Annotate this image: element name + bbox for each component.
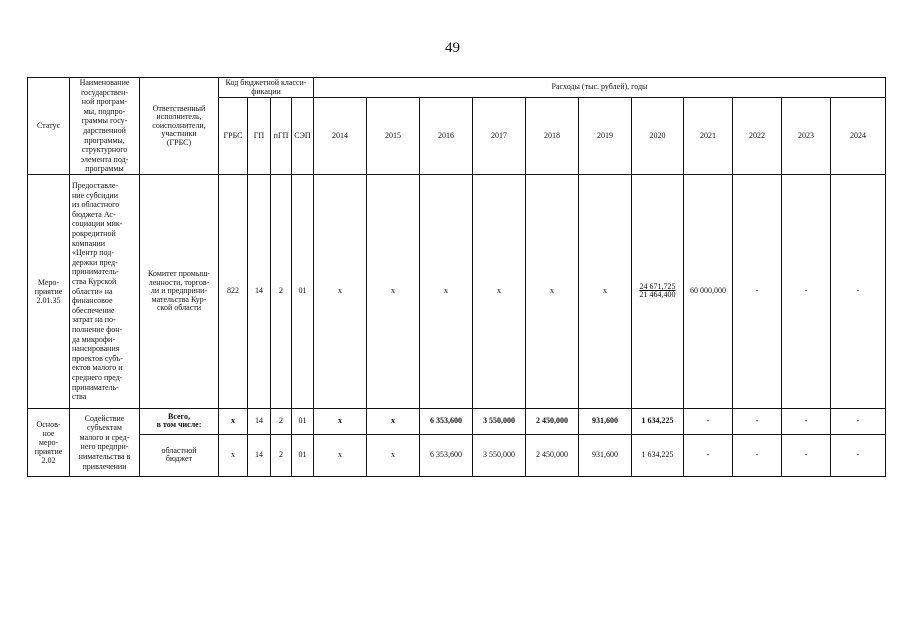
value-2021: -: [684, 434, 733, 476]
value-2020-new: 21 464,400: [639, 290, 676, 300]
header-expenses: Расходы (тыс. рублей), годы: [314, 78, 886, 98]
code-pgp: 2: [271, 434, 292, 476]
value-2015: x: [367, 434, 420, 476]
code-sep: 01: [292, 408, 314, 434]
header-year-2024: 2024: [831, 98, 886, 175]
row-responsible: Всего, в том числе:: [140, 408, 219, 434]
value-2024: -: [831, 174, 886, 408]
header-year-2020: 2020: [632, 98, 684, 175]
header-status: Статус: [28, 78, 70, 175]
header-year-2019: 2019: [579, 98, 632, 175]
value-2021: -: [684, 408, 733, 434]
header-year-2015: 2015: [367, 98, 420, 175]
table-row: [28, 434, 886, 476]
header-grbs: ГРБС: [219, 98, 248, 175]
value-2018: 2 450,000: [526, 434, 579, 476]
code-grbs: 822: [219, 174, 248, 408]
value-2024: -: [831, 434, 886, 476]
header-year-2014: 2014: [314, 98, 367, 175]
row-status: Меро- приятие 2.01.35: [28, 174, 70, 408]
budget-table: [27, 77, 886, 477]
value-2020: 1 634,225: [632, 408, 684, 434]
value-2017: 3 550,000: [473, 408, 526, 434]
value-2022: -: [733, 174, 782, 408]
header-year-2021: 2021: [684, 98, 733, 175]
code-pgp: 2: [271, 174, 292, 408]
value-2024: -: [831, 408, 886, 434]
value-2014: x: [314, 408, 367, 434]
value-2020: [632, 174, 684, 408]
header-year-2018: 2018: [526, 98, 579, 175]
header-responsible: Ответственный исполнитель, соисполнители, участники (ГРБС): [140, 78, 219, 175]
header-year-2017: 2017: [473, 98, 526, 175]
header-pgp: пГП: [271, 98, 292, 175]
value-2021: 60 000,000: [684, 174, 733, 408]
code-grbs: x: [219, 408, 248, 434]
header-year-2022: 2022: [733, 98, 782, 175]
row-responsible: областной бюджет: [140, 434, 219, 476]
value-2023: -: [782, 408, 831, 434]
header-year-2023: 2023: [782, 98, 831, 175]
row-status: Основ- ное меро- приятие 2.02: [28, 408, 70, 476]
header-budget-code: Код бюджетной класси- фикации: [219, 78, 314, 98]
value-2015: x: [367, 408, 420, 434]
page-number: 49: [445, 40, 460, 56]
value-2022: -: [733, 434, 782, 476]
value-2018: 2 450,000: [526, 408, 579, 434]
value-2014: x: [314, 174, 367, 408]
value-2019: 931,600: [579, 408, 632, 434]
value-2019: x: [579, 174, 632, 408]
value-2015: x: [367, 174, 420, 408]
code-sep: 01: [292, 174, 314, 408]
value-2016: 6 353,600: [420, 434, 473, 476]
value-2022: -: [733, 408, 782, 434]
row-name: Содействие субъектам малого и сред- него предпри- нимательства в привлечении: [70, 408, 140, 476]
row-responsible: Комитет промыш- ленности, торгов- ли и предприни- мательства Кур- ской области: [140, 174, 219, 408]
code-grbs: x: [219, 434, 248, 476]
table-row: [28, 174, 886, 408]
value-2017: 3 550,000: [473, 434, 526, 476]
row-name: Предоставле- ние субсидии из областного бюджета Ас- социации мик- рокредитной компании «Центр под- держки пред- приниматель- ства Курской области» на финансовое обеспечение затрат на по- полнение фон- да микрофи- нансирования проектов субъ- ектов малого и среднего пред- приниматель- ства: [70, 174, 140, 408]
value-2019: 931,600: [579, 434, 632, 476]
value-2018: x: [526, 174, 579, 408]
value-2014: x: [314, 434, 367, 476]
code-pgp: 2: [271, 408, 292, 434]
code-gp: 14: [248, 174, 271, 408]
header-gp: ГП: [248, 98, 271, 175]
code-gp: 14: [248, 434, 271, 476]
table-row: [28, 408, 886, 434]
value-2017: x: [473, 174, 526, 408]
value-2023: -: [782, 174, 831, 408]
value-2020-old: 24 671,725: [639, 281, 676, 291]
value-2016: x: [420, 174, 473, 408]
code-gp: 14: [248, 408, 271, 434]
value-2016: 6 353,600: [420, 408, 473, 434]
code-sep: 01: [292, 434, 314, 476]
value-2023: -: [782, 434, 831, 476]
header-sep: СЭП: [292, 98, 314, 175]
value-2020: 1 634,225: [632, 434, 684, 476]
header-name: Наименование государствен- ной програм- мы, подпро- граммы госу- дарственной программы, структурного элемента под- программы: [70, 78, 140, 175]
header-year-2016: 2016: [420, 98, 473, 175]
